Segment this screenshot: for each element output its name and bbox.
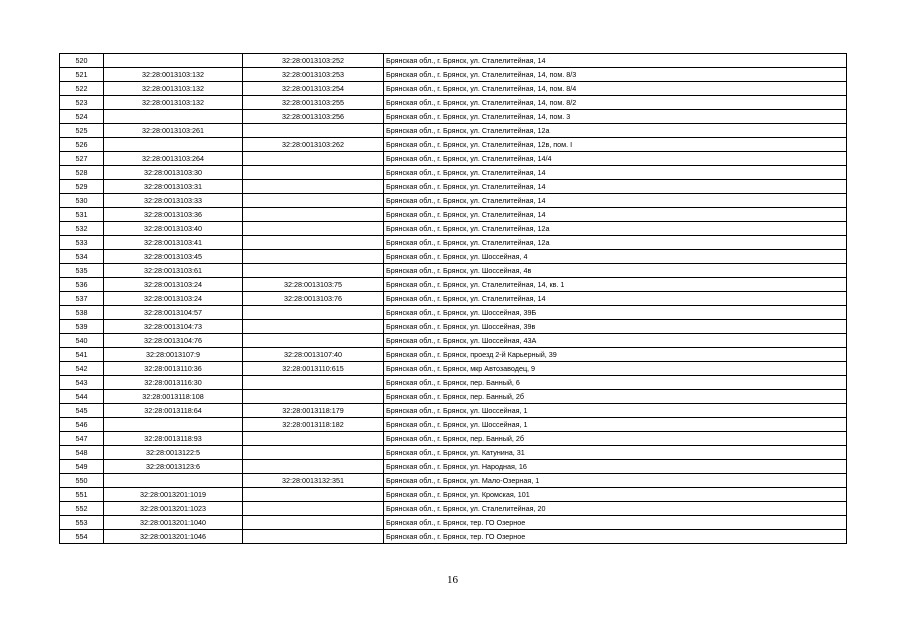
address-cell: Брянская обл., г. Брянск, тер. ГО Озерное (384, 530, 847, 544)
row-number-cell: 534 (60, 250, 104, 264)
table-row (60, 446, 847, 460)
address-cell: Брянская обл., г. Брянск, пер. Банный, 6 (384, 376, 847, 390)
building-cadastral-cell (243, 152, 384, 166)
table-row (60, 222, 847, 236)
parcel-cadastral-cell: 32:28:0013103:41 (104, 236, 243, 250)
building-cadastral-cell (243, 250, 384, 264)
address-cell: Брянская обл., г. Брянск, ул. Сталелитейная, 14, пом. 3 (384, 110, 847, 124)
address-cell: Брянская обл., г. Брянск, ул. Сталелитейная, 14, кв. 1 (384, 278, 847, 292)
building-cadastral-cell: 32:28:0013103:256 (243, 110, 384, 124)
row-number-cell: 549 (60, 460, 104, 474)
table-row (60, 110, 847, 124)
address-cell: Брянская обл., г. Брянск, ул. Шоссейная, 39в (384, 320, 847, 334)
row-number-cell: 537 (60, 292, 104, 306)
table-row (60, 194, 847, 208)
parcel-cadastral-cell: 32:28:0013103:45 (104, 250, 243, 264)
building-cadastral-cell: 32:28:0013103:262 (243, 138, 384, 152)
table-row (60, 166, 847, 180)
parcel-cadastral-cell: 32:28:0013104:76 (104, 334, 243, 348)
parcel-cadastral-cell: 32:28:0013123:6 (104, 460, 243, 474)
address-cell: Брянская обл., г. Брянск, ул. Народная, 16 (384, 460, 847, 474)
building-cadastral-cell: 32:28:0013107:40 (243, 348, 384, 362)
building-cadastral-cell (243, 432, 384, 446)
address-cell: Брянская обл., г. Брянск, ул. Шоссейная, 43А (384, 334, 847, 348)
parcel-cadastral-cell: 32:28:0013116:30 (104, 376, 243, 390)
row-number-cell: 547 (60, 432, 104, 446)
building-cadastral-cell (243, 530, 384, 544)
table-row (60, 376, 847, 390)
building-cadastral-cell (243, 488, 384, 502)
parcel-cadastral-cell: 32:28:0013201:1019 (104, 488, 243, 502)
row-number-cell: 542 (60, 362, 104, 376)
building-cadastral-cell (243, 334, 384, 348)
parcel-cadastral-cell: 32:28:0013201:1040 (104, 516, 243, 530)
building-cadastral-cell (243, 208, 384, 222)
table-row (60, 180, 847, 194)
table-row (60, 460, 847, 474)
address-cell: Брянская обл., г. Брянск, ул. Сталелитейная, 14 (384, 292, 847, 306)
row-number-cell: 529 (60, 180, 104, 194)
parcel-cadastral-cell: 32:28:0013103:132 (104, 68, 243, 82)
table-row (60, 278, 847, 292)
address-cell: Брянская обл., г. Брянск, пер. Банный, 2б (384, 390, 847, 404)
row-number-cell: 554 (60, 530, 104, 544)
row-number-cell: 553 (60, 516, 104, 530)
address-cell: Брянская обл., г. Брянск, ул. Сталелитейная, 14 (384, 166, 847, 180)
page-number: 16 (447, 574, 458, 586)
table-row (60, 68, 847, 82)
table-row (60, 54, 847, 68)
building-cadastral-cell: 32:28:0013132:351 (243, 474, 384, 488)
address-cell: Брянская обл., г. Брянск, ул. Шоссейная, 4 (384, 250, 847, 264)
building-cadastral-cell (243, 180, 384, 194)
table-row (60, 502, 847, 516)
parcel-cadastral-cell: 32:28:0013103:33 (104, 194, 243, 208)
address-cell: Брянская обл., г. Брянск, ул. Катунина, 31 (384, 446, 847, 460)
table-row (60, 82, 847, 96)
table-row (60, 334, 847, 348)
building-cadastral-cell (243, 502, 384, 516)
table-row (60, 264, 847, 278)
table-row (60, 390, 847, 404)
property-table-body (60, 54, 847, 544)
table-row (60, 488, 847, 502)
address-cell: Брянская обл., г. Брянск, ул. Кромская, 101 (384, 488, 847, 502)
row-number-cell: 525 (60, 124, 104, 138)
address-cell: Брянская обл., г. Брянск, ул. Сталелитейная, 14 (384, 194, 847, 208)
row-number-cell: 541 (60, 348, 104, 362)
parcel-cadastral-cell (104, 138, 243, 152)
table-row (60, 250, 847, 264)
row-number-cell: 551 (60, 488, 104, 502)
row-number-cell: 536 (60, 278, 104, 292)
parcel-cadastral-cell: 32:28:0013103:36 (104, 208, 243, 222)
row-number-cell: 533 (60, 236, 104, 250)
address-cell: Брянская обл., г. Брянск, ул. Сталелитейная, 14 (384, 54, 847, 68)
row-number-cell: 531 (60, 208, 104, 222)
address-cell: Брянская обл., г. Брянск, ул. Шоссейная, 1 (384, 418, 847, 432)
building-cadastral-cell: 32:28:0013103:254 (243, 82, 384, 96)
parcel-cadastral-cell (104, 474, 243, 488)
building-cadastral-cell: 32:28:0013103:255 (243, 96, 384, 110)
parcel-cadastral-cell: 32:28:0013201:1023 (104, 502, 243, 516)
address-cell: Брянская обл., г. Брянск, тер. ГО Озерное (384, 516, 847, 530)
parcel-cadastral-cell: 32:28:0013103:132 (104, 82, 243, 96)
parcel-cadastral-cell: 32:28:0013110:36 (104, 362, 243, 376)
table-row (60, 292, 847, 306)
parcel-cadastral-cell (104, 54, 243, 68)
parcel-cadastral-cell: 32:28:0013103:132 (104, 96, 243, 110)
address-cell: Брянская обл., г. Брянск, ул. Сталелитейная, 12в, пом. I (384, 138, 847, 152)
address-cell: Брянская обл., г. Брянск, ул. Шоссейная, 1 (384, 404, 847, 418)
building-cadastral-cell (243, 264, 384, 278)
parcel-cadastral-cell: 32:28:0013103:61 (104, 264, 243, 278)
row-number-cell: 535 (60, 264, 104, 278)
parcel-cadastral-cell: 32:28:0013118:108 (104, 390, 243, 404)
parcel-cadastral-cell: 32:28:0013122:5 (104, 446, 243, 460)
address-cell: Брянская обл., г. Брянск, ул. Сталелитейная, 14 (384, 180, 847, 194)
parcel-cadastral-cell: 32:28:0013103:24 (104, 292, 243, 306)
address-cell: Брянская обл., г. Брянск, ул. Шоссейная, 4в (384, 264, 847, 278)
building-cadastral-cell: 32:28:0013103:252 (243, 54, 384, 68)
building-cadastral-cell (243, 194, 384, 208)
building-cadastral-cell: 32:28:0013103:76 (243, 292, 384, 306)
address-cell: Брянская обл., г. Брянск, ул. Сталелитейная, 14 (384, 208, 847, 222)
row-number-cell: 521 (60, 68, 104, 82)
parcel-cadastral-cell: 32:28:0013104:73 (104, 320, 243, 334)
parcel-cadastral-cell: 32:28:0013104:57 (104, 306, 243, 320)
parcel-cadastral-cell: 32:28:0013107:9 (104, 348, 243, 362)
building-cadastral-cell (243, 376, 384, 390)
table-row (60, 362, 847, 376)
table-row (60, 418, 847, 432)
address-cell: Брянская обл., г. Брянск, ул. Сталелитейная, 14, пом. 8/4 (384, 82, 847, 96)
parcel-cadastral-cell: 32:28:0013201:1046 (104, 530, 243, 544)
row-number-cell: 520 (60, 54, 104, 68)
table-row (60, 404, 847, 418)
row-number-cell: 538 (60, 306, 104, 320)
table-row (60, 530, 847, 544)
building-cadastral-cell (243, 460, 384, 474)
parcel-cadastral-cell: 32:28:0013118:64 (104, 404, 243, 418)
row-number-cell: 544 (60, 390, 104, 404)
address-cell: Брянская обл., г. Брянск, пер. Банный, 2б (384, 432, 847, 446)
table-row (60, 124, 847, 138)
building-cadastral-cell: 32:28:0013110:615 (243, 362, 384, 376)
property-table (59, 53, 847, 544)
table-row (60, 348, 847, 362)
table-row (60, 138, 847, 152)
row-number-cell: 527 (60, 152, 104, 166)
parcel-cadastral-cell: 32:28:0013118:93 (104, 432, 243, 446)
row-number-cell: 526 (60, 138, 104, 152)
table-row (60, 516, 847, 530)
building-cadastral-cell (243, 222, 384, 236)
address-cell: Брянская обл., г. Брянск, ул. Шоссейная, 39Б (384, 306, 847, 320)
building-cadastral-cell (243, 516, 384, 530)
row-number-cell: 545 (60, 404, 104, 418)
building-cadastral-cell (243, 390, 384, 404)
address-cell: Брянская обл., г. Брянск, ул. Сталелитейная, 14, пом. 8/3 (384, 68, 847, 82)
building-cadastral-cell (243, 446, 384, 460)
building-cadastral-cell (243, 166, 384, 180)
parcel-cadastral-cell: 32:28:0013103:31 (104, 180, 243, 194)
building-cadastral-cell (243, 236, 384, 250)
row-number-cell: 528 (60, 166, 104, 180)
parcel-cadastral-cell: 32:28:0013103:40 (104, 222, 243, 236)
row-number-cell: 524 (60, 110, 104, 124)
building-cadastral-cell (243, 306, 384, 320)
table-row (60, 236, 847, 250)
table-row (60, 432, 847, 446)
parcel-cadastral-cell: 32:28:0013103:30 (104, 166, 243, 180)
row-number-cell: 522 (60, 82, 104, 96)
building-cadastral-cell (243, 124, 384, 138)
row-number-cell: 540 (60, 334, 104, 348)
address-cell: Брянская обл., г. Брянск, мкр Автозаводец, 9 (384, 362, 847, 376)
table-row (60, 474, 847, 488)
parcel-cadastral-cell: 32:28:0013103:24 (104, 278, 243, 292)
address-cell: Брянская обл., г. Брянск, ул. Сталелитейная, 12а (384, 236, 847, 250)
table-row (60, 306, 847, 320)
row-number-cell: 550 (60, 474, 104, 488)
address-cell: Брянская обл., г. Брянск, проезд 2-й Карьерный, 39 (384, 348, 847, 362)
building-cadastral-cell: 32:28:0013118:179 (243, 404, 384, 418)
row-number-cell: 532 (60, 222, 104, 236)
address-cell: Брянская обл., г. Брянск, ул. Сталелитейная, 12а (384, 222, 847, 236)
row-number-cell: 523 (60, 96, 104, 110)
table-row (60, 208, 847, 222)
parcel-cadastral-cell: 32:28:0013103:261 (104, 124, 243, 138)
building-cadastral-cell: 32:28:0013103:75 (243, 278, 384, 292)
table-row (60, 320, 847, 334)
row-number-cell: 543 (60, 376, 104, 390)
row-number-cell: 530 (60, 194, 104, 208)
address-cell: Брянская обл., г. Брянск, ул. Сталелитейная, 14/4 (384, 152, 847, 166)
building-cadastral-cell: 32:28:0013118:182 (243, 418, 384, 432)
building-cadastral-cell: 32:28:0013103:253 (243, 68, 384, 82)
row-number-cell: 548 (60, 446, 104, 460)
row-number-cell: 546 (60, 418, 104, 432)
address-cell: Брянская обл., г. Брянск, ул. Сталелитейная, 12а (384, 124, 847, 138)
address-cell: Брянская обл., г. Брянск, ул. Сталелитейная, 14, пом. 8/2 (384, 96, 847, 110)
table-row (60, 96, 847, 110)
table-row (60, 152, 847, 166)
address-cell: Брянская обл., г. Брянск, ул. Сталелитейная, 20 (384, 502, 847, 516)
building-cadastral-cell (243, 320, 384, 334)
address-cell: Брянская обл., г. Брянск, ул. Мало-Озерная, 1 (384, 474, 847, 488)
parcel-cadastral-cell (104, 418, 243, 432)
parcel-cadastral-cell (104, 110, 243, 124)
row-number-cell: 539 (60, 320, 104, 334)
parcel-cadastral-cell: 32:28:0013103:264 (104, 152, 243, 166)
row-number-cell: 552 (60, 502, 104, 516)
